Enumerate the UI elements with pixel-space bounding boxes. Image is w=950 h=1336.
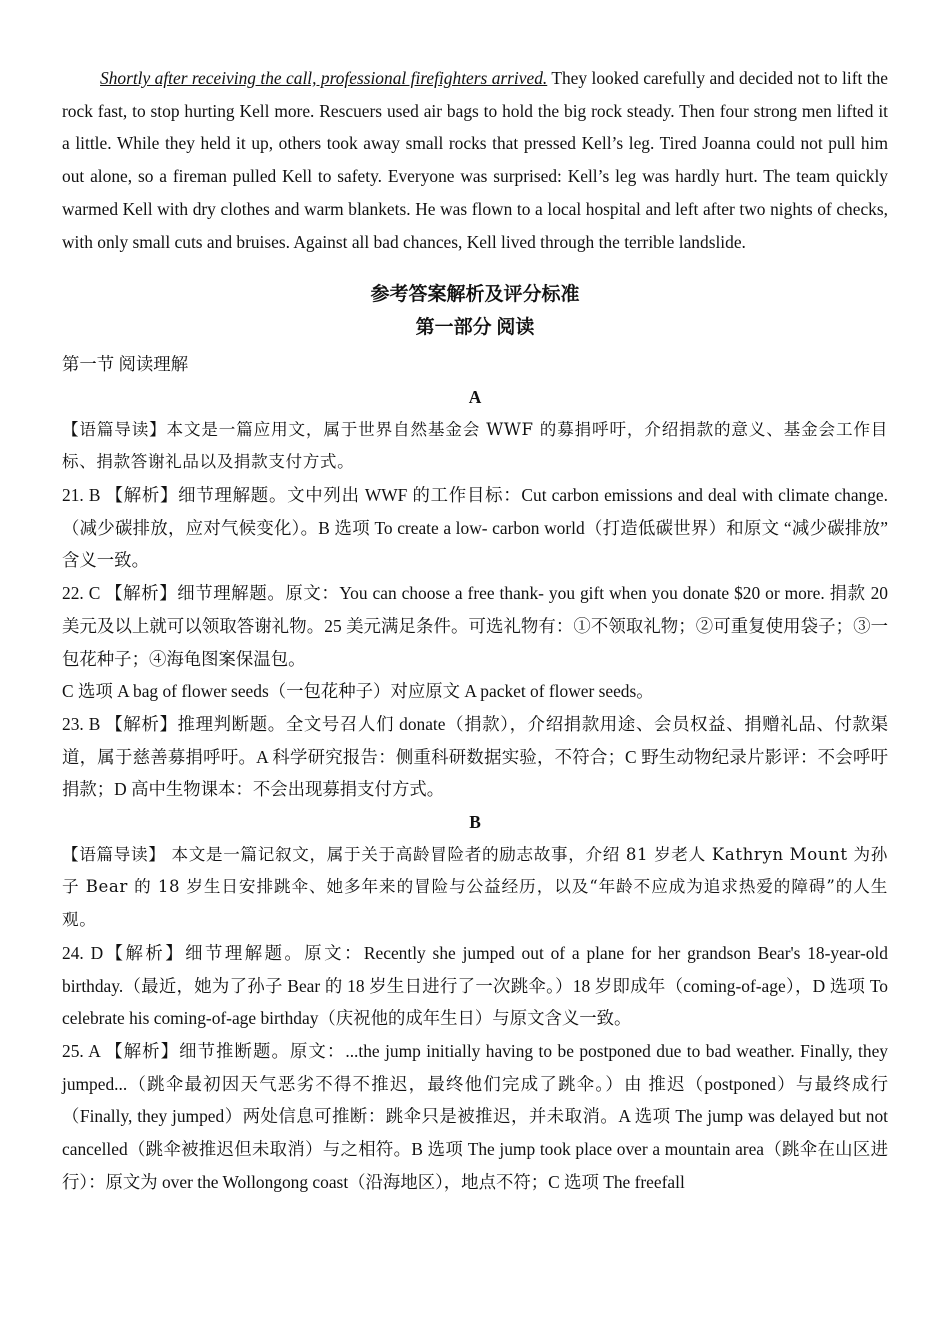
- story-paragraph: [62, 62, 888, 258]
- answer-key-title: 参考答案解析及评分标准: [370, 284, 580, 306]
- passage-a-lead: 【语篇导读】本文是一篇应用文，属于世界自然基金会 WWF 的募捐呼吁，介绍捐款的意义、基金会工作目标、捐款答谢礼品以及捐款支付方式。: [62, 419, 888, 472]
- answer-22: 22. C 【解析】细节理解题。原文：You can choose a free thank- you gift when you donate $20 or more. 捐款 20 美元及以上就可以领取答谢礼物。25 美元满足条件。可选礼物有：①不领取礼物；②可重复使用袋子；③一包花种子；④海龟图案保温包。: [62, 583, 888, 669]
- part-title: 第一部分 阅读: [415, 317, 535, 339]
- underlined-sentence: Shortly after receiving the call, professional firefighters arrived.: [100, 68, 548, 88]
- answer-23: 23. B 【解析】推理判断题。全文号召人们 donate（捐款），介绍捐款用途、会员权益、捐赠礼品、付款渠道，属于慈善募捐呼吁。A 科学研究报告：侧重科研数据实验，不符合；C 野生动物纪录片影评：不会呼吁捐款；D 高中生物课本：不会出现募捐支付方式。: [62, 713, 888, 800]
- document-page: [62, 62, 888, 1199]
- answer-22-option: C 选项 A bag of flower seeds（一包花种子）对应原文 A packet of flower seeds。: [62, 681, 654, 702]
- answer-24: 24. D【解析】细节理解题。原文：Recently she jumped out of a plane for her grandson Bear's 18-year-old birthday.（最近，她为了孙子 Bear 的 18 岁生日进行了一次跳伞。）18 岁即成年（coming-of-age），D 选项 To celebrate his coming-of-age birthday（庆祝他的成年生日）与原文含义一致。: [62, 942, 888, 1029]
- answer-21: 21. B 【解析】细节理解题。文中列出 WWF 的工作目标：Cut carbon emissions and deal with climate change.（减少碳排放，应对气候变化）。B 选项 To create a low- carbon world（打造低碳世界）和原文 “减少碳排放” 含义一致。: [62, 485, 888, 571]
- answer-25: 25. A 【解析】细节推断题。原文：...the jump initially having to be postponed due to bad weather. Finally, they jumped...（跳伞最初因天气恶劣不得不推迟，最终他们完成了跳伞。）由 推迟（postponed）与最终成行（Finally, they jumped）两处信息可推断：跳伞只是被推迟，并未取消。A 选项 The jump was delayed but not cancelled（跳伞被推迟但未取消）与之相符。B 选项 The jump took place over a mountain area（跳伞在山区进行）：原文为 over the Wollongong coast（沿海地区），地点不符；C 选项 The freefall: [62, 1040, 888, 1192]
- story-text: They looked carefully and decided not to lift the rock fast, to stop hurting Kell more. Rescuers used air bags to hold the big rock steady. Then four strong men lifted it a little. While they held it up, others took away small rocks that pressed Kell’s leg. Tired Joanna could not pull him out alone, so a fireman pulled Kell to safety. Everyone was surprised: Kell’s leg was hardly hurt. The team quickly warmed Kell with dry clothes and warm blankets. He was flown to a local hospital and left after two nights of checks, with only small cuts and bruises. Against all bad chances, Kell lived through the terrible landslide.: [62, 68, 888, 252]
- passage-a-letter: A: [468, 386, 482, 407]
- section-label: 第一节 阅读理解: [62, 354, 189, 375]
- passage-b-letter: B: [469, 812, 481, 833]
- passage-b-lead: 【语篇导读】 本文是一篇记叙文，属于关于高龄冒险者的励志故事，介绍 81 岁老人 Kathryn Mount 为孙子 Bear 的 18 岁生日安排跳伞、她多年来的冒险与公益经历，以及“年龄不应成为追求热爱的障碍”的人生观。: [62, 844, 888, 930]
